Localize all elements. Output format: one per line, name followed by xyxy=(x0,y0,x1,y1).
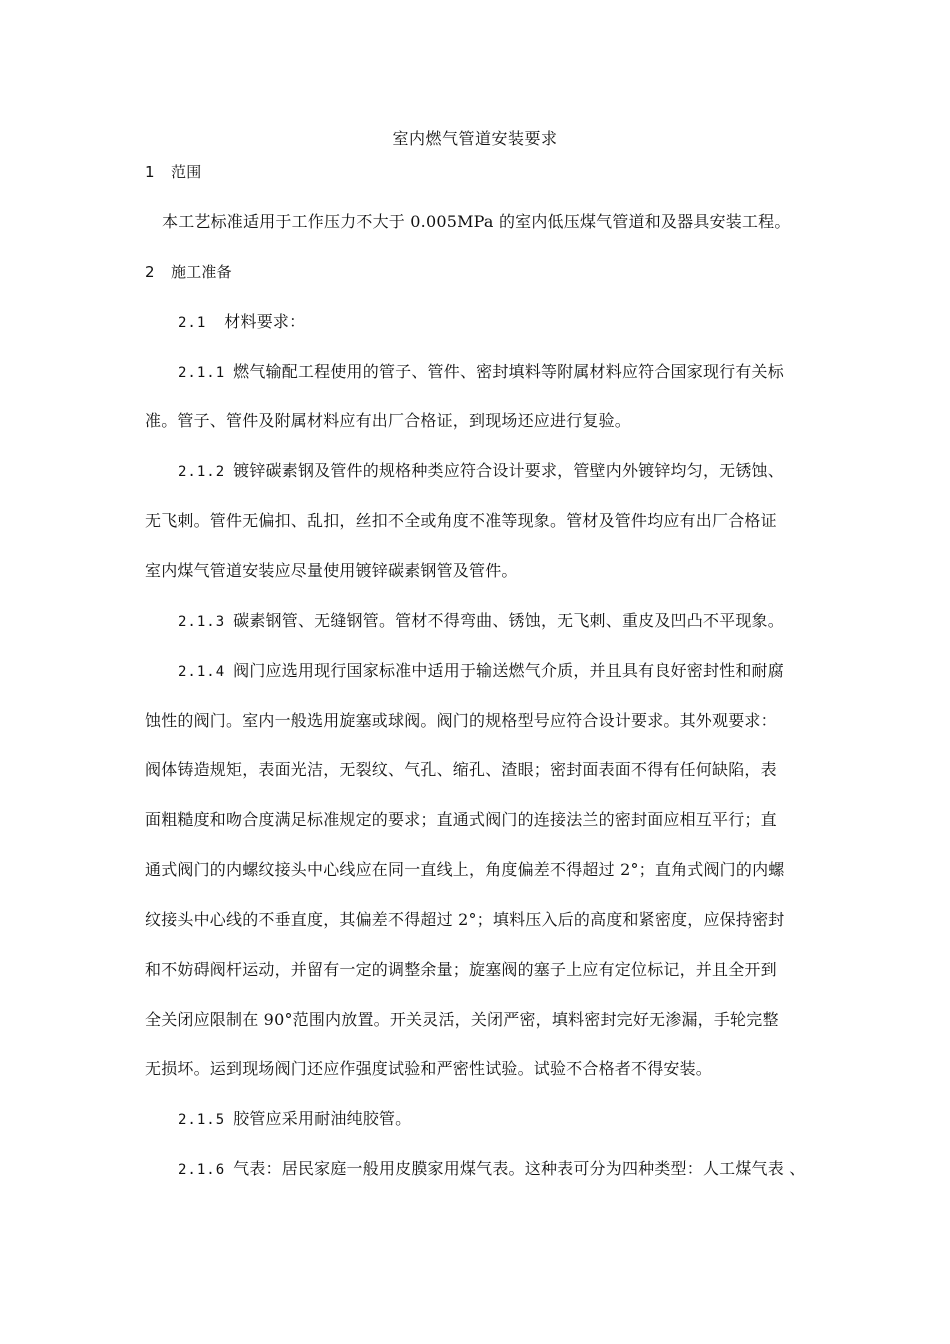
item-number: 2.1.4 xyxy=(178,664,226,680)
item-number: 2.1.5 xyxy=(178,1112,226,1128)
paragraph-line: 和不妨碍阀杆运动，并留有一定的调整余量；旋塞阀的塞子上应有定位标记，并且全开到 xyxy=(145,960,777,979)
item-2-1-4-line-1 xyxy=(178,661,784,682)
item-number: 2.1.6 xyxy=(178,1162,226,1178)
paragraph-line: 室内煤气管道安装应尽量使用镀锌碳素钢管及管件。 xyxy=(145,561,518,580)
paragraph-line: 无损坏。运到现场阀门还应作强度试验和严密性试验。试验不合格者不得安装。 xyxy=(145,1059,713,1078)
item-number: 2.1.2 xyxy=(178,464,226,480)
section-title: 范围 xyxy=(171,163,202,181)
paragraph-line: 无飞刺。管件无偏扣、乱扣，丝扣不全或角度不准等现象。管材及管件均应有出厂合格证 xyxy=(145,511,777,530)
paragraph-line: 准。管子、管件及附属材料应有出厂合格证，到现场还应进行复验。 xyxy=(145,411,632,430)
paragraph-line: 阀体铸造规矩，表面光洁，无裂纹、气孔、缩孔、渣眼；密封面表面不得有任何缺陷，表 xyxy=(145,760,777,779)
paragraph-line: 气表：居民家庭一般用皮膜家用煤气表。这种表可分为四种类型：人工煤气表 、 xyxy=(233,1159,806,1178)
subsection-2-1 xyxy=(178,312,305,333)
paragraph-line: 阀门应选用现行国家标准中适用于输送燃气介质，并且具有良好密封性和耐腐 xyxy=(233,661,784,680)
item-number: 2.1.3 xyxy=(178,614,226,630)
paragraph-line: 镀锌碳素钢及管件的规格种类应符合设计要求，管壁内外镀锌均匀，无锈蚀、 xyxy=(233,461,784,480)
paragraph-line: 碳素钢管、无缝钢管。管材不得弯曲、锈蚀，无飞刺、重皮及凹凸不平现象。 xyxy=(233,611,784,630)
section-number: 1 xyxy=(145,163,155,181)
subsection-number: 2.1 xyxy=(178,315,207,331)
item-2-1-5-line-1 xyxy=(178,1109,411,1130)
item-2-1-2-line-1 xyxy=(178,461,784,482)
paragraph-line: 蚀性的阀门。室内一般选用旋塞或球阀。阀门的规格型号应符合设计要求。其外观要求： xyxy=(145,711,777,730)
paragraph-line: 全关闭应限制在 90°范围内放置。开关灵活，关闭严密，填料密封完好无渗漏，手轮完整 xyxy=(145,1010,779,1029)
paragraph-line: 通式阀门的内螺纹接头中心线应在同一直线上，角度偏差不得超过 2°；直角式阀门的内螺 xyxy=(145,860,785,879)
paragraph-line: 胶管应采用耐油纯胶管。 xyxy=(233,1109,412,1128)
paragraph-line: 燃气输配工程使用的管子、管件、密封填料等附属材料应符合国家现行有关标 xyxy=(233,362,784,381)
item-2-1-3-line-1 xyxy=(178,611,784,632)
scope-paragraph: 本工艺标准适用于工作压力不大于 0.005MPa 的室内低压煤气管道和及器具安装工程。 xyxy=(162,212,791,231)
item-number: 2.1.1 xyxy=(178,365,226,381)
subsection-text: 材料要求： xyxy=(224,312,306,331)
item-2-1-6-line-1 xyxy=(178,1159,805,1180)
item-2-1-1-line-1 xyxy=(178,362,784,383)
page-title: 室内燃气管道安装要求 xyxy=(392,129,558,148)
section-heading-2 xyxy=(145,262,232,282)
paragraph-line: 面粗糙度和吻合度满足标准规定的要求；直通式阀门的连接法兰的密封面应相互平行；直 xyxy=(145,810,777,829)
section-heading-1 xyxy=(145,162,201,182)
section-number: 2 xyxy=(145,263,155,281)
paragraph-line: 纹接头中心线的不垂直度，其偏差不得超过 2°；填料压入后的高度和紧密度，应保持密封 xyxy=(145,910,785,929)
section-title: 施工准备 xyxy=(171,263,232,281)
